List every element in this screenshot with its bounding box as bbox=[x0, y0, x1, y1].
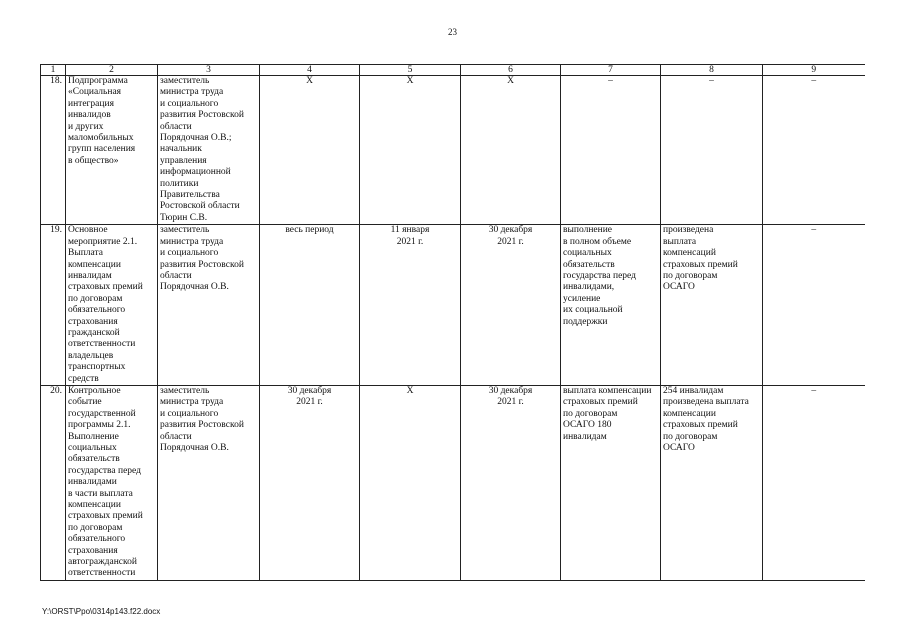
expected-result: выполнение в полном объеме социальных обязательств государства перед инвалидами, усиление их социальной поддержки bbox=[561, 225, 661, 386]
end-date: 30 декабря 2021 г. bbox=[461, 385, 561, 580]
report-table bbox=[40, 64, 865, 581]
header-col-7: 7 bbox=[561, 65, 661, 76]
period: 30 декабря 2021 г. bbox=[260, 385, 360, 580]
header-col-8: 8 bbox=[661, 65, 763, 76]
actual-result: произведена выплата компенсаций страховых премий по договорам ОСАГО bbox=[661, 225, 763, 386]
start-date: Х bbox=[360, 76, 461, 225]
header-col-4: 4 bbox=[260, 65, 360, 76]
responsible: заместитель министра труда и социального развития Ростовской области Порядочная О.В.; начальник управления информационной политики Правительства Ростовской области Тюрин С.В. bbox=[158, 76, 260, 225]
header-col-1: 1 bbox=[41, 65, 66, 76]
row-number: 19. bbox=[41, 225, 66, 386]
table-row bbox=[41, 76, 865, 225]
header-col-2: 2 bbox=[66, 65, 158, 76]
note: – bbox=[763, 385, 865, 580]
file-path-footer: Y:\ORST\Ppo\0314p143.f22.docx bbox=[42, 607, 161, 616]
period: Х bbox=[260, 76, 360, 225]
header-row bbox=[41, 65, 865, 76]
header-col-3: 3 bbox=[158, 65, 260, 76]
start-date: 11 января 2021 г. bbox=[360, 225, 461, 386]
end-date: 30 декабря 2021 г. bbox=[461, 225, 561, 386]
page-number: 23 bbox=[448, 27, 457, 37]
row-number: 18. bbox=[41, 76, 66, 225]
responsible: заместитель министра труда и социального развития Ростовской области Порядочная О.В. bbox=[158, 225, 260, 386]
expected-result: выплата компенсации страховых премий по договорам ОСАГО 180 инвалидам bbox=[561, 385, 661, 580]
responsible: заместитель министра труда и социального развития Ростовской области Порядочная О.В. bbox=[158, 385, 260, 580]
table-row bbox=[41, 385, 865, 580]
end-date: Х bbox=[461, 76, 561, 225]
header-col-9: 9 bbox=[763, 65, 865, 76]
header-col-6: 6 bbox=[461, 65, 561, 76]
event-name: Подпрограмма «Социальная интеграция инвалидов и других маломобильных групп населения в общество» bbox=[66, 76, 158, 225]
actual-result: 254 инвалидам произведена выплата компенсации страховых премий по договорам ОСАГО bbox=[661, 385, 763, 580]
note: – bbox=[763, 76, 865, 225]
header-col-5: 5 bbox=[360, 65, 461, 76]
row-number: 20. bbox=[41, 385, 66, 580]
expected-result: – bbox=[561, 76, 661, 225]
note: – bbox=[763, 225, 865, 386]
period: весь период bbox=[260, 225, 360, 386]
event-name: Основное мероприятие 2.1. Выплата компенсации инвалидам страховых премий по договорам обязательного страхования гражданской ответственности владельцев транспортных средств bbox=[66, 225, 158, 386]
table-row bbox=[41, 225, 865, 386]
event-name: Контрольное событие государственной программы 2.1. Выполнение социальных обязательств государства перед инвалидами в части выплата компенсации страховых премий по договорам обязательного страхования автогражданской ответственности bbox=[66, 385, 158, 580]
actual-result: – bbox=[661, 76, 763, 225]
start-date: Х bbox=[360, 385, 461, 580]
